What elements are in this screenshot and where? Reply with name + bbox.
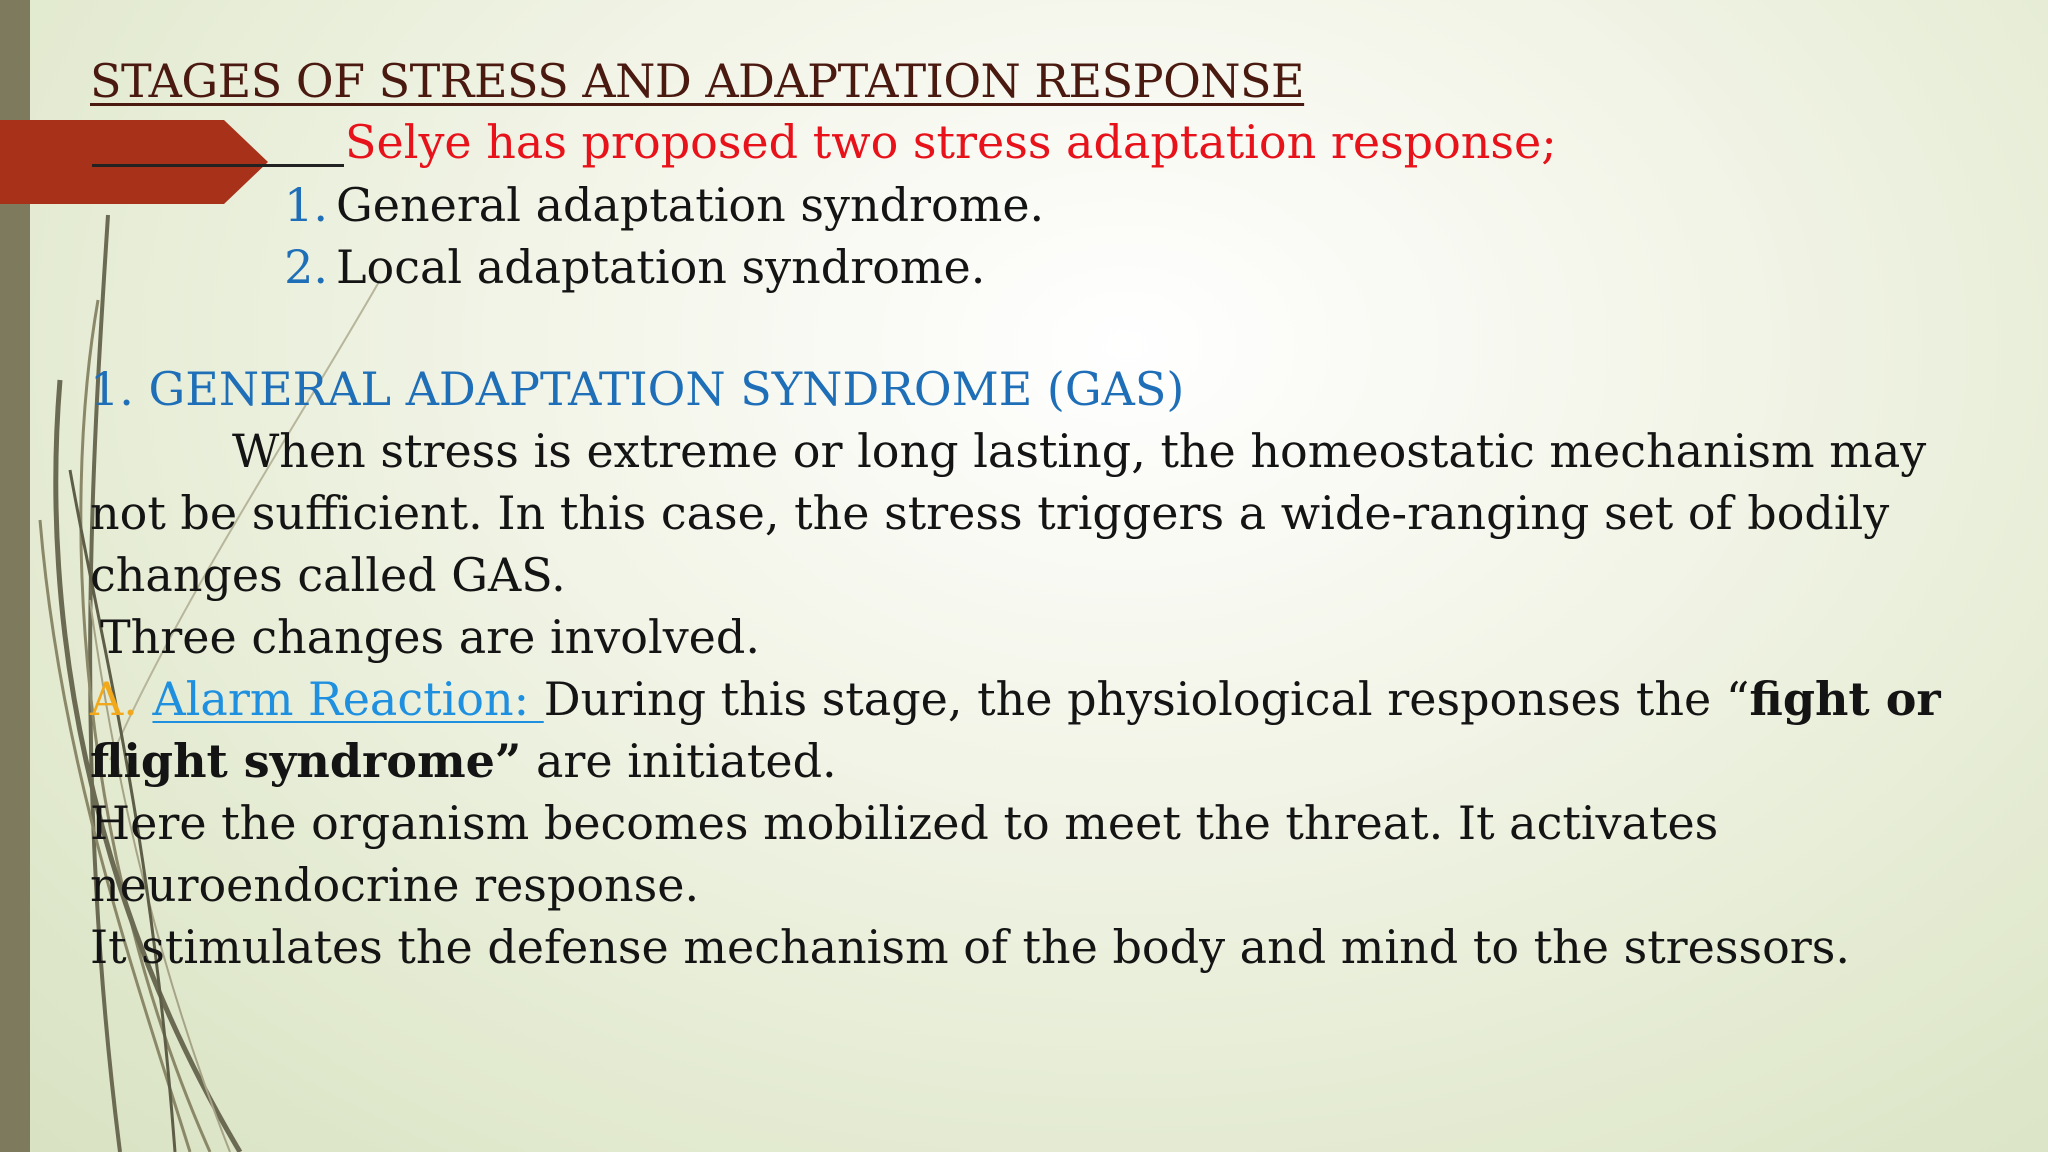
alarm-reaction-line <box>90 672 1941 726</box>
alarm-letter: A. <box>90 672 138 726</box>
paragraph-line: It stimulates the defense mechanism of the body and mind to the stressors. <box>90 920 1851 974</box>
list-item-text: General adaptation syndrome. <box>336 178 1045 232</box>
list-item <box>278 178 1044 232</box>
paragraph-line: When stress is extreme or long lasting, the homeostatic mechanism may <box>232 424 1927 478</box>
paragraph-line: changes called GAS. <box>90 548 566 602</box>
list-number: 2. <box>284 240 328 294</box>
changes-intro: Three changes are involved. <box>100 610 760 664</box>
alarm-bold-text-2: flight syndrome” <box>90 734 522 788</box>
list-item-text: Local adaptation syndrome. <box>336 240 986 294</box>
accent-arrow-tab <box>0 120 268 204</box>
gas-heading: 1. GENERAL ADAPTATION SYNDROME (GAS) <box>90 362 1185 416</box>
intro-underline-rule <box>92 164 344 167</box>
paragraph-line: Here the organism becomes mobilized to meet the threat. It activates <box>90 796 1719 850</box>
alarm-reaction-line-2 <box>90 734 837 788</box>
slide-title: STAGES OF STRESS AND ADAPTATION RESPONSE <box>90 54 1305 108</box>
paragraph-line: neuroendocrine response. <box>90 858 700 912</box>
paragraph-line: not be sufficient. In this case, the stress triggers a wide-ranging set of bodily <box>90 486 1890 540</box>
intro-text: Selye has proposed two stress adaptation response; <box>345 115 1557 169</box>
list-number: 1. <box>284 178 328 232</box>
list-item <box>278 240 985 294</box>
alarm-text: During this stage, the physiological responses the “ <box>543 672 1750 726</box>
alarm-bold-text: fight or <box>1749 672 1941 726</box>
alarm-text-2: are initiated. <box>521 734 837 788</box>
alarm-reaction-label: Alarm Reaction: <box>152 672 544 726</box>
